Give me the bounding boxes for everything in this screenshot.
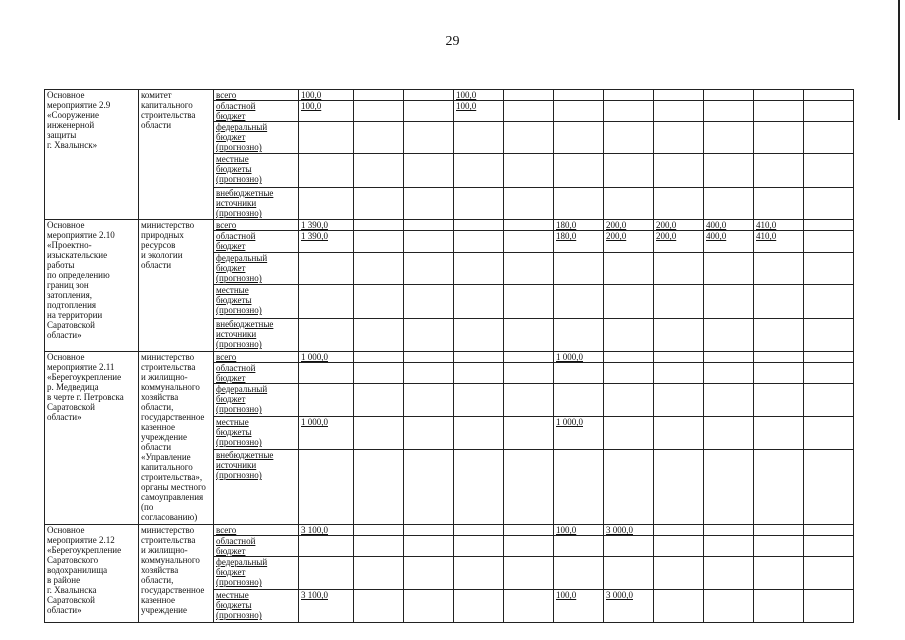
amount-cell: 180,0 (554, 220, 604, 231)
amount-cell (804, 90, 854, 101)
amount-cell: 200,0 (604, 220, 654, 231)
amount-cell (299, 450, 354, 525)
amount-cell (704, 154, 754, 188)
amount-cell (604, 285, 654, 319)
amount-cell (754, 285, 804, 319)
funding-source-cell: внебюджетные источники (прогнозно) (214, 319, 299, 352)
amount-cell (804, 220, 854, 231)
amount-cell (604, 319, 654, 352)
amount-cell (554, 154, 604, 188)
amount-cell (299, 285, 354, 319)
executor-cell: министерство строительства и жилищно- коммунального хозяйства области, государственное казенное учреждение области «Управление капитального строительства», органы местного самоуправления (по согласованию) (139, 352, 214, 525)
amount-cell (704, 352, 754, 363)
amount-cell (504, 90, 554, 101)
amount-cell (354, 590, 404, 623)
amount-cell (454, 188, 504, 220)
amount-cell (354, 417, 404, 450)
amount-cell (604, 417, 654, 450)
amount-cell (804, 319, 854, 352)
amount-cell (554, 384, 604, 417)
amount-cell (454, 319, 504, 352)
amount-cell (354, 319, 404, 352)
amount-cell: 1 000,0 (554, 417, 604, 450)
amount-cell: 1 000,0 (554, 352, 604, 363)
amount-cell (454, 231, 504, 253)
amount-cell (504, 450, 554, 525)
activity-cell: Основное мероприятие 2.12 «Берегоукрепление Саратовского водохранилища в районе г. Хвалынска Саратовской области» (45, 525, 139, 623)
amount-cell (654, 536, 704, 557)
amount-cell (404, 122, 454, 154)
amount-cell: 1 000,0 (299, 352, 354, 363)
amount-cell (354, 557, 404, 590)
amount-cell (804, 285, 854, 319)
amount-cell (354, 253, 404, 285)
page-number: 29 (445, 34, 460, 49)
amount-cell (654, 557, 704, 590)
amount-cell (654, 352, 704, 363)
amount-cell (654, 384, 704, 417)
amount-cell: 3 100,0 (299, 590, 354, 623)
amount-cell (354, 384, 404, 417)
amount-cell (404, 590, 454, 623)
amount-cell (454, 220, 504, 231)
funding-source-cell: местные бюджеты (прогнозно) (214, 590, 299, 623)
amount-cell (804, 450, 854, 525)
amount-cell (504, 188, 554, 220)
activity-cell: Основное мероприятие 2.11 «Берегоукрепление р. Медведица в черте г. Петровска Саратовской области» (45, 352, 139, 525)
amount-cell (604, 352, 654, 363)
amount-cell (404, 536, 454, 557)
amount-cell (654, 590, 704, 623)
amount-cell (504, 557, 554, 590)
amount-cell (804, 231, 854, 253)
amount-cell (754, 450, 804, 525)
amount-cell (504, 154, 554, 188)
activity-cell: Основное мероприятие 2.9 «Сооружение инженерной защиты г. Хвалынск» (45, 90, 139, 220)
funding-source-cell: областной бюджет (214, 231, 299, 253)
amount-cell (654, 525, 704, 536)
amount-cell (804, 417, 854, 450)
amount-cell (354, 90, 404, 101)
amount-cell (454, 154, 504, 188)
executor-cell: комитет капитального строительства области (139, 90, 214, 220)
amount-cell (804, 536, 854, 557)
funding-source-cell: внебюджетные источники (прогнозно) (214, 188, 299, 220)
amount-cell: 100,0 (454, 101, 504, 122)
amount-cell (404, 90, 454, 101)
amount-cell (704, 253, 754, 285)
amount-cell: 400,0 (704, 220, 754, 231)
amount-cell (754, 557, 804, 590)
amount-cell (704, 557, 754, 590)
amount-cell (754, 536, 804, 557)
amount-cell (804, 253, 854, 285)
amount-cell (354, 363, 404, 384)
amount-cell (404, 188, 454, 220)
funding-source-cell: областной бюджет (214, 536, 299, 557)
amount-cell (554, 101, 604, 122)
amount-cell (299, 384, 354, 417)
amount-cell (504, 253, 554, 285)
amount-cell (354, 285, 404, 319)
amount-cell (454, 536, 504, 557)
amount-cell (804, 590, 854, 623)
amount-cell (354, 536, 404, 557)
amount-cell (404, 363, 454, 384)
amount-cell (654, 450, 704, 525)
amount-cell (504, 285, 554, 319)
amount-cell (404, 285, 454, 319)
amount-cell (354, 525, 404, 536)
funding-source-cell: всего (214, 90, 299, 101)
amount-cell (404, 525, 454, 536)
funding-source-cell: всего (214, 525, 299, 536)
amount-cell (454, 525, 504, 536)
amount-cell (604, 188, 654, 220)
amount-cell: 410,0 (754, 231, 804, 253)
funding-source-cell: местные бюджеты (прогнозно) (214, 285, 299, 319)
amount-cell (354, 220, 404, 231)
amount-cell (404, 319, 454, 352)
funding-source-cell: федеральный бюджет (прогнозно) (214, 122, 299, 154)
amount-cell (354, 450, 404, 525)
amount-cell (354, 352, 404, 363)
amount-cell (804, 557, 854, 590)
amount-cell (754, 590, 804, 623)
amount-cell: 410,0 (754, 220, 804, 231)
amount-cell (654, 253, 704, 285)
amount-cell (554, 557, 604, 590)
amount-cell: 100,0 (554, 525, 604, 536)
amount-cell (299, 154, 354, 188)
amount-cell: 1 390,0 (299, 231, 354, 253)
amount-cell (504, 319, 554, 352)
amount-cell (654, 188, 704, 220)
funding-source-cell: областной бюджет (214, 101, 299, 122)
amount-cell (554, 188, 604, 220)
amount-cell (554, 319, 604, 352)
amount-cell (404, 231, 454, 253)
amount-cell: 100,0 (299, 90, 354, 101)
amount-cell (754, 417, 804, 450)
amount-cell (554, 253, 604, 285)
amount-cell (604, 90, 654, 101)
amount-cell (754, 101, 804, 122)
funding-source-cell: федеральный бюджет (прогнозно) (214, 384, 299, 417)
amount-cell (454, 253, 504, 285)
amount-cell (504, 352, 554, 363)
funding-source-cell: федеральный бюджет (прогнозно) (214, 253, 299, 285)
amount-cell (454, 417, 504, 450)
executor-cell: министерство природных ресурсов и экологии области (139, 220, 214, 352)
amount-cell (654, 101, 704, 122)
amount-cell (654, 122, 704, 154)
amount-cell (504, 384, 554, 417)
amount-cell: 3 000,0 (604, 525, 654, 536)
amount-cell (754, 90, 804, 101)
amount-cell (504, 590, 554, 623)
amount-cell (804, 154, 854, 188)
amount-cell (654, 319, 704, 352)
amount-cell (504, 363, 554, 384)
amount-cell (604, 154, 654, 188)
amount-cell (454, 363, 504, 384)
amount-cell (604, 363, 654, 384)
amount-cell (754, 188, 804, 220)
amount-cell (354, 231, 404, 253)
amount-cell (754, 253, 804, 285)
amount-cell (404, 557, 454, 590)
amount-cell (404, 352, 454, 363)
amount-cell (654, 154, 704, 188)
amount-cell (299, 319, 354, 352)
amount-cell (704, 525, 754, 536)
amount-cell (504, 536, 554, 557)
amount-cell: 3 100,0 (299, 525, 354, 536)
amount-cell (454, 285, 504, 319)
amount-cell (504, 231, 554, 253)
table-row (45, 352, 902, 363)
amount-cell (654, 363, 704, 384)
amount-cell (299, 188, 354, 220)
amount-cell (604, 450, 654, 525)
amount-cell (604, 384, 654, 417)
amount-cell (654, 417, 704, 450)
amount-cell (504, 525, 554, 536)
amount-cell (454, 352, 504, 363)
executor-cell: министерство строительства и жилищно- коммунального хозяйства области, государственное казенное учреждение (139, 525, 214, 623)
amount-cell (404, 154, 454, 188)
amount-cell (299, 536, 354, 557)
activity-cell: Основное мероприятие 2.10 «Проектно- изыскательские работы по определению границ зон затопления, подтопления на территории Саратовской области» (45, 220, 139, 352)
amount-cell (454, 384, 504, 417)
amount-cell (404, 220, 454, 231)
amount-cell (704, 319, 754, 352)
amount-cell (299, 122, 354, 154)
amount-cell (704, 417, 754, 450)
amount-cell (299, 363, 354, 384)
amount-cell (704, 122, 754, 154)
amount-cell (554, 536, 604, 557)
amount-cell: 400,0 (704, 231, 754, 253)
amount-cell (554, 363, 604, 384)
table-row (45, 90, 902, 101)
amount-cell: 200,0 (654, 231, 704, 253)
amount-cell (704, 590, 754, 623)
amount-cell (604, 101, 654, 122)
amount-cell (504, 220, 554, 231)
amount-cell (454, 450, 504, 525)
amount-cell (554, 285, 604, 319)
amount-cell (804, 122, 854, 154)
amount-cell (804, 363, 854, 384)
amount-cell (354, 188, 404, 220)
amount-cell (404, 417, 454, 450)
amount-cell (454, 557, 504, 590)
amount-cell (454, 590, 504, 623)
amount-cell (754, 122, 804, 154)
amount-cell (604, 536, 654, 557)
amount-cell (604, 122, 654, 154)
amount-cell (554, 122, 604, 154)
amount-cell (754, 525, 804, 536)
funding-source-cell: всего (214, 220, 299, 231)
amount-cell (554, 90, 604, 101)
amount-cell (704, 450, 754, 525)
amount-cell (804, 525, 854, 536)
amount-cell (754, 319, 804, 352)
amount-cell: 100,0 (299, 101, 354, 122)
funding-source-cell: внебюджетные источники (прогнозно) (214, 450, 299, 525)
amount-cell (404, 101, 454, 122)
amount-cell (804, 384, 854, 417)
amount-cell (299, 557, 354, 590)
amount-cell: 180,0 (554, 231, 604, 253)
amount-cell (754, 154, 804, 188)
amount-cell: 200,0 (654, 220, 704, 231)
amount-cell (504, 101, 554, 122)
amount-cell (454, 122, 504, 154)
amount-cell (654, 90, 704, 101)
amount-cell (404, 384, 454, 417)
amount-cell (604, 253, 654, 285)
amount-cell: 3 000,0 (604, 590, 654, 623)
amount-cell (354, 154, 404, 188)
amount-cell (404, 450, 454, 525)
amount-cell (554, 450, 604, 525)
amount-cell (504, 122, 554, 154)
amount-cell (804, 188, 854, 220)
funding-source-cell: местные бюджеты (прогнозно) (214, 417, 299, 450)
amount-cell (804, 101, 854, 122)
amount-cell (354, 101, 404, 122)
funding-source-cell: федеральный бюджет (прогнозно) (214, 557, 299, 590)
amount-cell (299, 253, 354, 285)
amount-cell (354, 122, 404, 154)
amount-cell (704, 285, 754, 319)
amount-cell (704, 90, 754, 101)
amount-cell (654, 285, 704, 319)
amount-cell: 200,0 (604, 231, 654, 253)
funding-source-cell: всего (214, 352, 299, 363)
amount-cell (704, 188, 754, 220)
funding-source-cell: местные бюджеты (прогнозно) (214, 154, 299, 188)
amount-cell (704, 363, 754, 384)
table-row (45, 525, 902, 536)
amount-cell (704, 384, 754, 417)
amount-cell (754, 363, 804, 384)
amount-cell (754, 352, 804, 363)
funding-table (44, 89, 902, 623)
table-row (45, 220, 902, 231)
amount-cell (754, 384, 804, 417)
amount-cell (404, 253, 454, 285)
amount-cell (704, 536, 754, 557)
amount-cell: 100,0 (554, 590, 604, 623)
funding-source-cell: областной бюджет (214, 363, 299, 384)
amount-cell (504, 417, 554, 450)
amount-cell: 1 000,0 (299, 417, 354, 450)
amount-cell: 1 390,0 (299, 220, 354, 231)
amount-cell (604, 557, 654, 590)
amount-cell: 100,0 (454, 90, 504, 101)
amount-cell (804, 352, 854, 363)
amount-cell (704, 101, 754, 122)
